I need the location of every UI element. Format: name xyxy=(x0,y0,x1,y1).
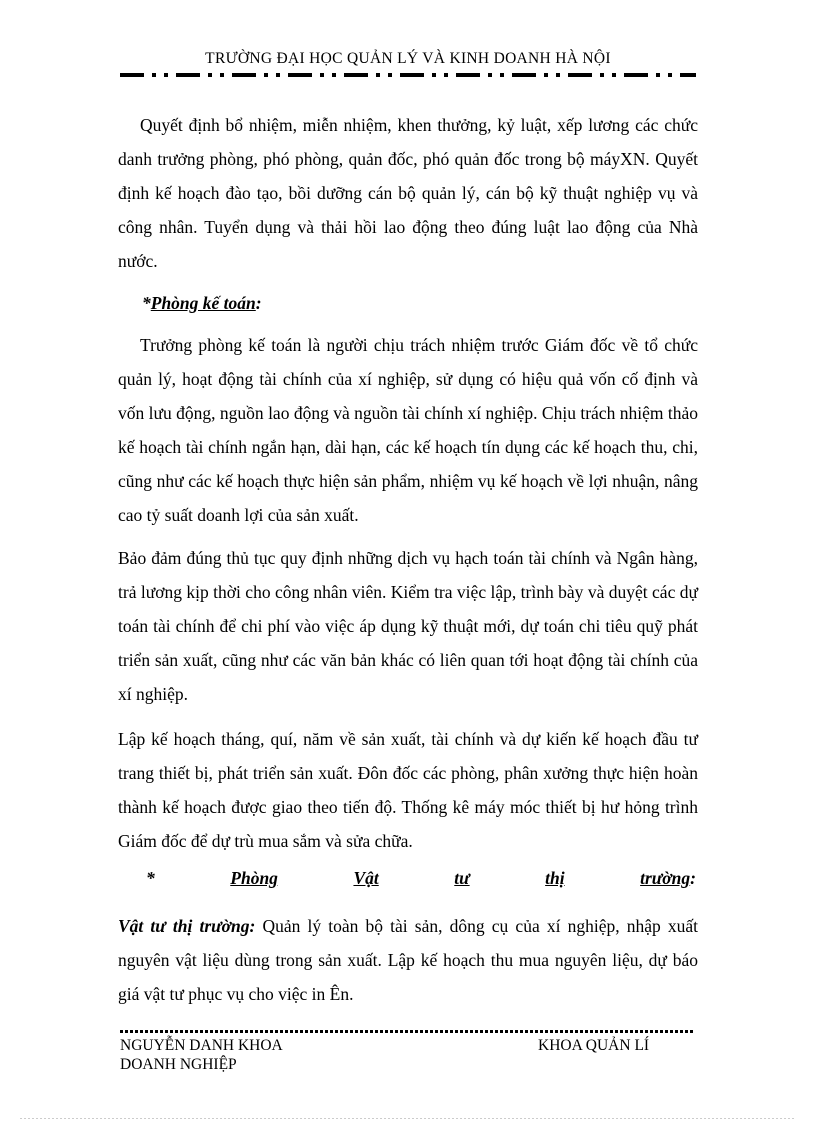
body-section-5 xyxy=(118,909,698,1011)
header-divider xyxy=(120,73,696,77)
paragraph-accounting-head: Trưởng phòng kế toán là người chịu trách nhiệm trước Giám đốc về tổ chức quản lý, hoạt động tài chính của xí nghiệp, sử dụng có hiệu quả vốn cố định và vốn lưu động, nguồn lao động và nguồn tài chính xí nghiệp. Chịu trách nhiệm thảo kế hoạch tài chính ngắn hạn, dài hạn, các kế hoạch tín dụng các kế hoạch thu, chi, cũng như các kế hoạch thực hiện sản phẩm, nhiệm vụ kế hoạch về lợi nhuận, nâng cao tỷ suất doanh lợi của sản xuất. xyxy=(118,335,698,525)
heading-supply-word: thị xyxy=(545,868,565,888)
heading-supply-word: Phòng xyxy=(230,868,278,888)
paragraph-planning: Lập kế hoạch tháng, quí, năm về sản xuất, tài chính và dự kiến kế hoạch đầu tư trang thiết bị, phát triển sản xuất. Đôn đốc các phòng, phân xưởng thực hiện hoàn thành kế hoạch được giao theo tiến độ. Thống kê máy móc thiết bị hư hỏng trình Giám đốc để dự trù mua sắm và sửa chữa. xyxy=(118,729,698,851)
heading-accounting-wrap xyxy=(142,286,722,320)
body-section-2 xyxy=(118,328,698,532)
heading-accounting-text: Phòng kế toán xyxy=(150,293,256,313)
paragraph-finance-duties: Bảo đảm đúng thủ tục quy định những dịch vụ hạch toán tài chính và Ngân hàng, trả lương kịp thời cho công nhân viên. Kiểm tra việc lập, trình bày và duyệt các dự toán tài chính để chi phí vào việc áp dụng kỹ thuật mới, dự toán chi tiêu quỹ phát triển sản xuất, cũng như các văn bản khác có liên quan tới hoạt động tài chính của xí nghiệp. xyxy=(118,548,698,704)
paragraph-supply-lead: Vật tư thị trường: xyxy=(118,916,256,936)
body-section-4 xyxy=(118,722,698,858)
header-title: TRƯỜNG ĐẠI HỌC QUẢN LÝ VÀ KINH DOANH HÀ NỘI xyxy=(205,50,611,67)
heading-supply-word: trường xyxy=(640,868,691,888)
footer-author-line1: NGUYỄN DANH KHOA xyxy=(120,1037,283,1054)
heading-accounting-suffix: : xyxy=(255,293,262,313)
footer-author-line2: DOANH NGHIỆP xyxy=(120,1056,237,1073)
paragraph-appointments: Quyết định bổ nhiệm, miễn nhiệm, khen thưởng, kỷ luật, xếp lương các chức danh trưởng phòng, phó phòng, quản đốc, phó quản đốc trong bộ máyXN. Quyết định kế hoạch đào tạo, bồi dưỡng cán bộ quản lý, cán bộ kỹ thuật nghiệp vụ và công nhân. Tuyển dụng và thải hồi lao động theo đúng luật lao động của Nhà nước. xyxy=(118,115,698,271)
heading-supply-market xyxy=(146,868,696,889)
body-section-3 xyxy=(118,541,698,711)
paragraph-supply-text: Quản lý toàn bộ tài sản, dông cụ của xí nghiệp, nhập xuất nguyên vật liệu dùng trong sản xuất. Lập kế hoạch thu mua nguyên liệu, dự báo giá vật tư phục vụ cho việc in Ên. xyxy=(118,916,699,1004)
paragraph-supply xyxy=(118,909,698,1011)
heading-supply-word: Vật xyxy=(353,868,379,888)
heading-accounting xyxy=(142,286,722,320)
footer-divider xyxy=(120,1030,694,1033)
body-section-1 xyxy=(118,108,698,278)
heading-supply-star: * xyxy=(146,868,155,888)
heading-supply-last xyxy=(640,868,696,889)
heading-accounting-prefix: * xyxy=(142,293,151,313)
footer-faculty: KHOA QUẢN LÍ xyxy=(538,1037,650,1054)
page-bottom-divider xyxy=(20,1118,796,1119)
heading-supply-word: tư xyxy=(454,868,470,888)
heading-supply-suffix: : xyxy=(690,868,696,888)
footer-author xyxy=(120,1036,283,1074)
